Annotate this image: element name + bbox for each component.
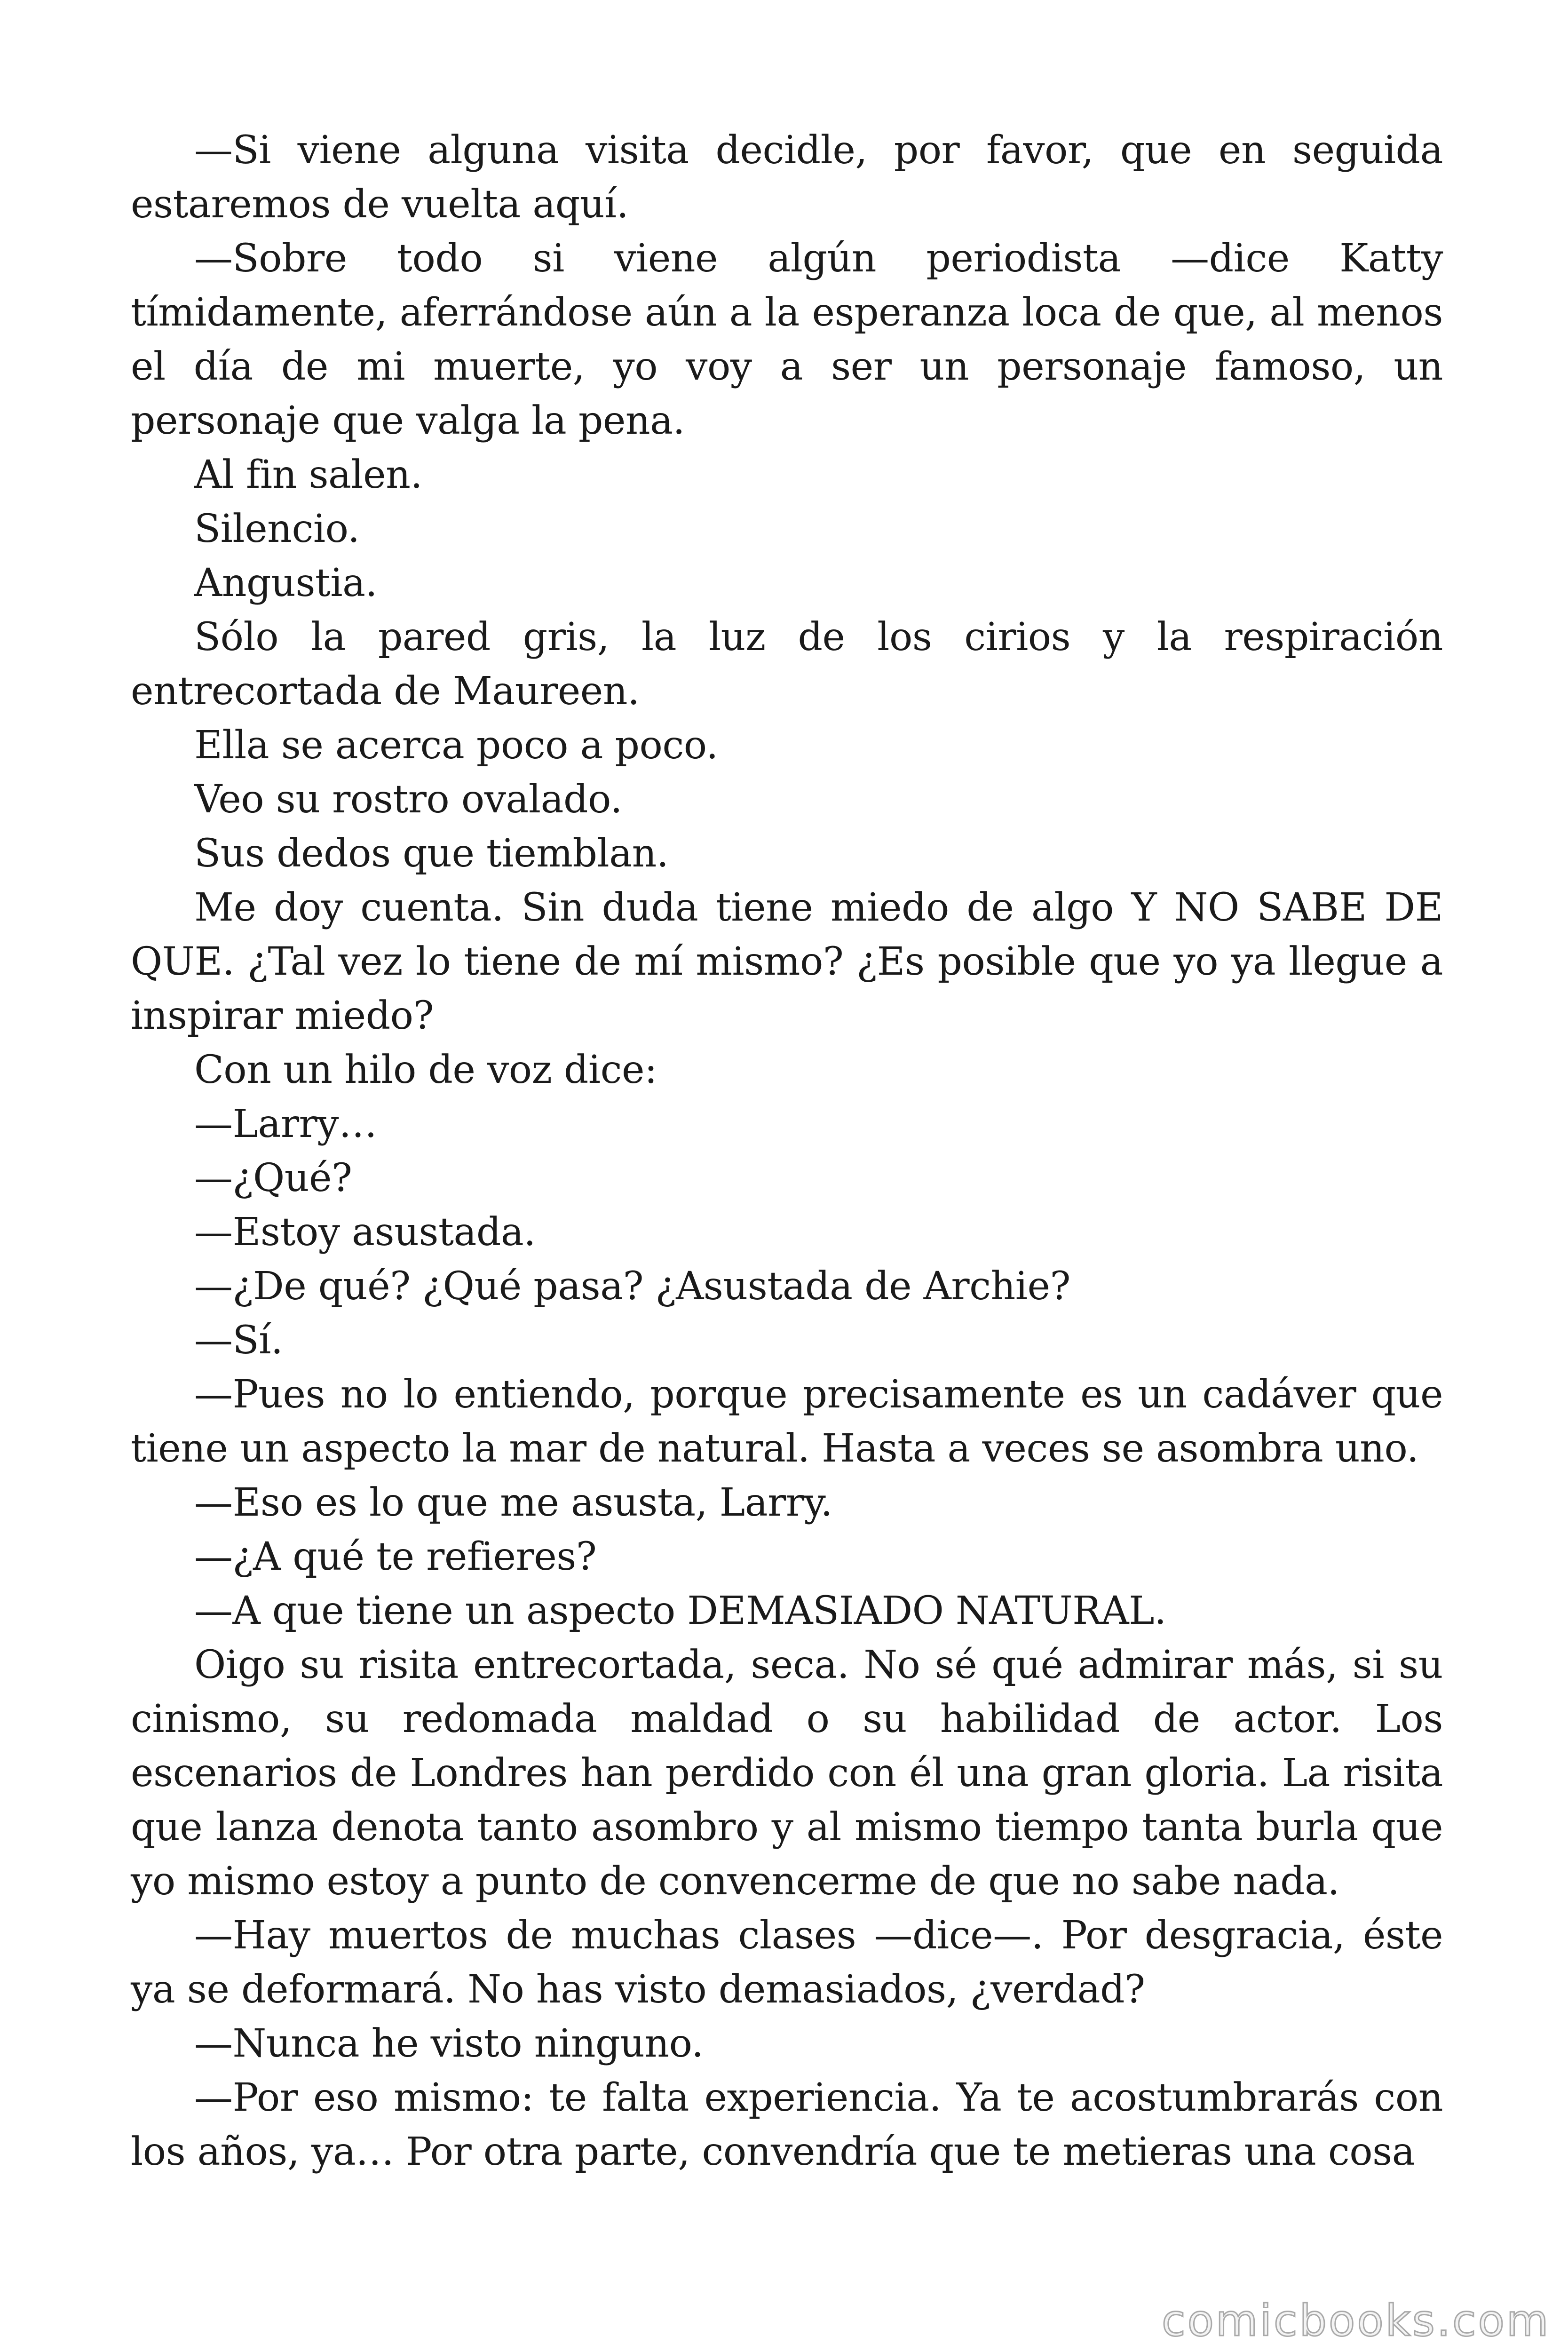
paragraph: —¿De qué? ¿Qué pasa? ¿Asustada de Archie? (194, 1264, 1071, 1309)
paragraph: —Sí. (194, 1318, 283, 1363)
paragraph: Angustia. (194, 561, 378, 605)
paragraph: —Eso es lo que me asusta, Larry. (194, 1480, 833, 1525)
paragraph: Ella se acerca poco a poco. (194, 723, 718, 768)
paragraph: —Nunca he visto ninguno. (194, 2021, 704, 2066)
paragraph: —¿A qué te refieres? (194, 1534, 597, 1579)
paragraph: Silencio. (194, 507, 360, 551)
paragraph: Veo su rostro ovalado. (194, 777, 623, 822)
paragraph: —Pues no lo entiendo, porque precisamente es un cadáver que tiene un aspecto la mar de natural. Hasta a veces se asombra uno. (131, 1372, 1443, 1471)
paragraph: —Sobre todo si viene algún periodista —dice Katty tímidamente, aferrándose aún a la esperanza loca de que, al menos el día de mi muerte, yo voy a ser un personaje famoso, un personaje que valga la pena. (131, 236, 1443, 443)
paragraph: —Larry… (194, 1102, 377, 1146)
paragraph: Me doy cuenta. Sin duda tiene miedo de algo Y NO SABE DE QUE. ¿Tal vez lo tiene de mí mismo? ¿Es posible que yo ya llegue a inspirar miedo? (131, 885, 1443, 1038)
paragraph: Con un hilo de voz dice: (194, 1048, 657, 1092)
paragraph: Al fin salen. (194, 453, 423, 497)
paragraph: —Estoy asustada. (194, 1210, 536, 1255)
paragraph: Oigo su risita entrecortada, seca. No sé qué admirar más, si su cinismo, su redomada maldad o su habilidad de actor. Los escenarios de Londres han perdido con él una gran gloria. La risita que lanza denota tanto asombro y al mismo tiempo tanta burla que yo mismo estoy a punto de convencerme de que no sabe nada. (131, 1643, 1443, 1904)
paragraph: —Hay muertos de muchas clases —dice—. Por desgracia, éste ya se deformará. No has visto demasiados, ¿verdad? (131, 1913, 1443, 2012)
paragraph: Sus dedos que tiemblan. (194, 831, 669, 876)
paragraph: —A que tiene un aspecto DEMASIADO NATURAL. (194, 1589, 1166, 1633)
paragraph: —Si viene alguna visita decidle, por favor, que en seguida estaremos de vuelta aquí. (131, 128, 1443, 227)
paragraph: —Por eso mismo: te falta experiencia. Ya te acostumbrarás con los años, ya… Por otra parte, convendría que te metieras una cosa (131, 2075, 1443, 2174)
watermark: comicbooks.com (1162, 2296, 1551, 2346)
book-page-text (131, 123, 1443, 2179)
paragraph: Sólo la pared gris, la luz de los cirios y la respiración entrecortada de Maureen. (131, 615, 1443, 714)
paragraph: —¿Qué? (194, 1156, 352, 1200)
